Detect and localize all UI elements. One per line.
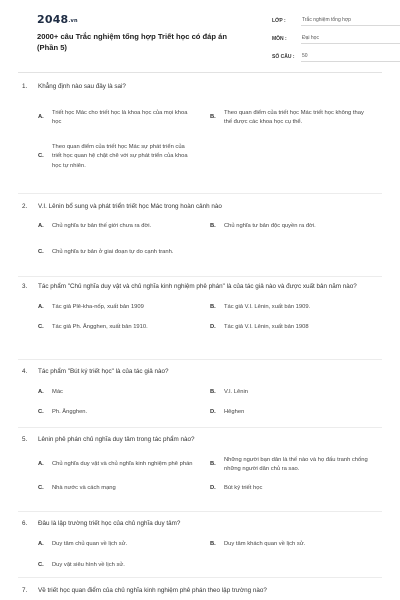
question-head (18, 435, 382, 444)
question-text: Khẳng định nào sau đây là sai? (38, 83, 126, 90)
question-item (18, 277, 382, 359)
option-c[interactable] (38, 239, 210, 267)
option-b[interactable] (210, 300, 382, 315)
option-text: Tác giả Plê-kha-nốp, xuất bản 1909 (52, 303, 144, 310)
question-head (18, 202, 382, 211)
meta-row-count (272, 48, 400, 62)
option-a[interactable] (38, 386, 210, 400)
title-line: 2000+ câu Trắc nghiệm tổng hợp Triết học có đáp án (37, 32, 228, 41)
option-letter: B. (210, 114, 216, 121)
option-letter: B. (210, 541, 216, 548)
option-a[interactable] (38, 102, 210, 134)
option-text: V.I. Lênin (224, 389, 248, 396)
option-letter: A. (38, 541, 44, 548)
option-b[interactable] (210, 538, 382, 552)
meta-row-subject (272, 30, 400, 44)
option-text: Triết học Mác cho triết học là khoa học của mọi khoa học (52, 109, 188, 125)
option-letter: B. (210, 461, 216, 468)
meta-row-class (272, 12, 400, 26)
option-text: Tác giả V.I. Lênin, xuất bản 1908 (224, 323, 309, 330)
question-number: 3. (22, 283, 28, 290)
question-text: Đâu là lập trường triết học của chủ nghĩa duy tâm? (38, 520, 181, 527)
option-b[interactable] (210, 453, 382, 477)
header-divider (18, 72, 382, 73)
option-letter: C. (38, 249, 44, 256)
option-letter: A. (38, 223, 44, 230)
option-letter: B. (210, 303, 216, 310)
question-item (18, 80, 382, 193)
option-letter: A. (38, 461, 44, 468)
option-b[interactable] (210, 102, 382, 134)
question-head (18, 282, 382, 291)
question-head (18, 367, 382, 376)
logo-text: 2048 (37, 13, 69, 26)
question-item (18, 512, 382, 577)
option-a[interactable] (38, 300, 210, 315)
option-letter: A. (38, 389, 44, 396)
question-item (18, 578, 382, 598)
document-header (18, 0, 382, 64)
option-text: Nhà nước và cách mạng (52, 485, 116, 492)
question-item (18, 194, 382, 276)
option-text: Mác (52, 389, 63, 396)
option-text: Chủ nghĩa tư bản ở giai đoạn tự do cạnh tranh. (52, 249, 174, 256)
logo-suffix: .vn (68, 18, 78, 24)
options-list (18, 220, 382, 267)
option-letter: A. (38, 114, 44, 121)
option-letter: C. (38, 153, 44, 160)
option-text: Tác giả Ph. Ăngghen, xuất bản 1910. (52, 323, 148, 330)
option-text: Chủ nghĩa tư bản độc quyền ra đời. (224, 223, 316, 230)
question-text: Về triết học quan điểm của chủ nghĩa kinh nghiệm phê phán theo lập trường nào? (38, 587, 267, 594)
option-d[interactable] (210, 406, 382, 420)
question-number: 1. (22, 83, 28, 90)
meta-label: MÔN : (272, 36, 287, 42)
question-item (18, 428, 382, 511)
option-letter: B. (210, 389, 216, 396)
options-list (18, 386, 382, 420)
question-text: V.I. Lênin bổ sung và phát triển triết học Mác trong hoàn cảnh nào (38, 203, 222, 210)
option-c[interactable] (38, 406, 210, 420)
option-letter: C. (38, 409, 44, 416)
option-letter: C. (38, 562, 44, 569)
question-head (18, 82, 382, 91)
option-a[interactable] (38, 220, 210, 234)
option-c[interactable] (38, 481, 210, 497)
option-text: Chủ nghĩa duy vật và chủ nghĩa kinh nghiệm phê phán (52, 461, 193, 468)
meta-label: LỚP : (272, 18, 286, 24)
question-number: 7. (22, 587, 28, 594)
option-text: Những người bạn dân là thế nào và họ đấu tranh chống những người dân chủ ra sao. (224, 456, 368, 472)
title-line: (Phần 5) (37, 42, 67, 52)
option-a[interactable] (38, 538, 210, 552)
option-text: Theo quan điểm của triết học Mác sự phát triển của triết học quan hệ chặt chẽ với sự phát triển của khoa học tự nhiên. (52, 143, 188, 169)
question-number: 5. (22, 436, 28, 443)
question-number: 4. (22, 368, 28, 375)
question-text: Tác phẩm "Bút ký triết học" là của tác giả nào? (38, 368, 169, 375)
option-b[interactable] (210, 386, 382, 400)
option-letter: D. (210, 323, 216, 330)
document-title (37, 32, 247, 53)
question-item (18, 360, 382, 427)
option-b[interactable] (210, 220, 382, 234)
option-text: Tác giả V.I. Lênin, xuất bản 1909. (224, 303, 311, 310)
option-a[interactable] (38, 453, 210, 477)
option-letter: B. (210, 223, 216, 230)
options-list (18, 300, 382, 335)
meta-info (272, 12, 400, 66)
option-letter: D. (210, 409, 216, 416)
option-text: Theo quan điểm của triết học Mác triết học không thay thế được các khoa học cụ thể. (224, 109, 364, 125)
option-text: Duy tâm khách quan về lịch sử. (224, 541, 306, 548)
meta-value: Đại học (301, 35, 400, 44)
question-head (18, 519, 382, 528)
option-letter: D. (210, 485, 216, 492)
options-list (18, 102, 382, 176)
question-text: Lênin phê phán chủ nghĩa duy tâm trong tác phẩm nào? (38, 436, 195, 443)
meta-label: SỐ CÂU : (272, 54, 295, 60)
options-list (18, 453, 382, 497)
site-logo[interactable] (37, 13, 78, 26)
option-text: Hêghen (224, 409, 245, 416)
meta-value: Trắc nghiệm tổng hợp (301, 17, 400, 26)
meta-value: 50 (301, 53, 400, 62)
option-d[interactable] (210, 320, 382, 335)
option-c[interactable] (38, 320, 210, 335)
question-text: Tác phẩm "Chủ nghĩa duy vật và chủ nghĩa kinh nghiệm phê phán" là của tác giả nào và được xuất bản năm nào? (38, 283, 357, 290)
option-text: Ph. Ăngghen. (52, 409, 88, 416)
question-number: 2. (22, 203, 28, 210)
option-letter: A. (38, 303, 44, 310)
question-head (18, 586, 382, 595)
question-number: 6. (22, 520, 28, 527)
option-text: Duy vật siêu hình về lịch sử. (52, 562, 125, 569)
option-letter: C. (38, 323, 44, 330)
option-c[interactable] (38, 559, 210, 573)
option-text: Duy tâm chủ quan về lịch sử. (52, 541, 128, 548)
options-list (18, 538, 382, 573)
option-c[interactable] (38, 138, 210, 176)
option-letter: C. (38, 485, 44, 492)
option-text: Chủ nghĩa tư bản thế giới chưa ra đời. (52, 223, 152, 230)
option-text: Bút ký triết học (224, 485, 263, 492)
option-d[interactable] (210, 481, 382, 497)
question-list (18, 80, 382, 598)
